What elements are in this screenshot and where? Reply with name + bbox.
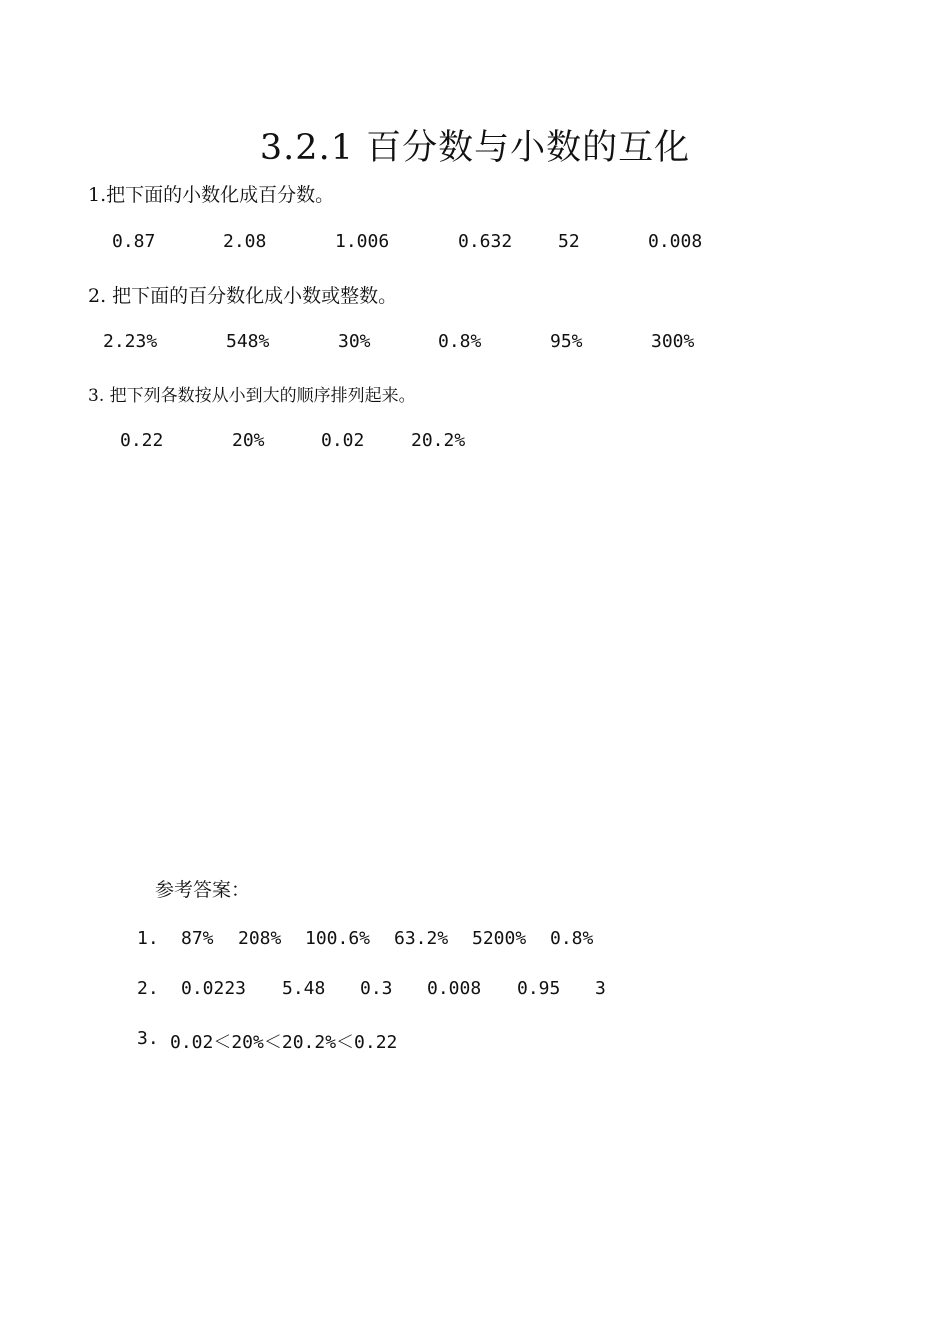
question-3-prompt: 3. 把下列各数按从小到大的顺序排列起来。 bbox=[88, 386, 416, 406]
q1-item: 0.87 bbox=[112, 231, 156, 252]
question-2-prompt: 2. 把下面的百分数化成小数或整数。 bbox=[88, 285, 398, 307]
answer-2-item: 0.0223 bbox=[181, 978, 247, 999]
q3-item: 20% bbox=[232, 430, 265, 451]
q1-item: 0.632 bbox=[458, 231, 513, 252]
q3-item: 20.2% bbox=[411, 430, 466, 451]
answer-1-item: 63.2% bbox=[394, 928, 449, 949]
page-title: 3.2.1 百分数与小数的互化 bbox=[259, 128, 691, 168]
answer-1-item: 5200% bbox=[472, 928, 527, 949]
q3-item: 0.02 bbox=[321, 430, 365, 451]
q2-item: 95% bbox=[550, 331, 583, 352]
answer-2-item: 5.48 bbox=[282, 978, 326, 999]
answer-1-label: 1. bbox=[137, 928, 159, 949]
answer-1-item: 208% bbox=[238, 928, 282, 949]
q1-item: 0.008 bbox=[648, 231, 703, 252]
answer-1-item: 100.6% bbox=[305, 928, 371, 949]
question-1-prompt: 1.把下面的小数化成百分数。 bbox=[88, 184, 335, 206]
answers-heading: 参考答案： bbox=[155, 879, 251, 901]
answer-2-item: 0.95 bbox=[517, 978, 561, 999]
answer-2-item: 0.3 bbox=[360, 978, 393, 999]
q2-item: 300% bbox=[651, 331, 695, 352]
q1-item: 1.006 bbox=[335, 231, 390, 252]
q2-item: 30% bbox=[338, 331, 371, 352]
answer-3-text: 0.02＜20%＜20.2%＜0.22 bbox=[170, 1032, 398, 1053]
answer-2-item: 3 bbox=[595, 978, 606, 999]
answer-2-label: 2. bbox=[137, 978, 159, 999]
answer-1-item: 87% bbox=[181, 928, 214, 949]
q2-item: 548% bbox=[226, 331, 270, 352]
q2-item: 0.8% bbox=[438, 331, 482, 352]
q2-item: 2.23% bbox=[103, 331, 158, 352]
answer-3-label: 3. bbox=[137, 1028, 159, 1049]
answer-1-item: 0.8% bbox=[550, 928, 594, 949]
q1-item: 2.08 bbox=[223, 231, 267, 252]
q1-item: 52 bbox=[558, 231, 580, 252]
answer-2-item: 0.008 bbox=[427, 978, 482, 999]
q3-item: 0.22 bbox=[120, 430, 164, 451]
